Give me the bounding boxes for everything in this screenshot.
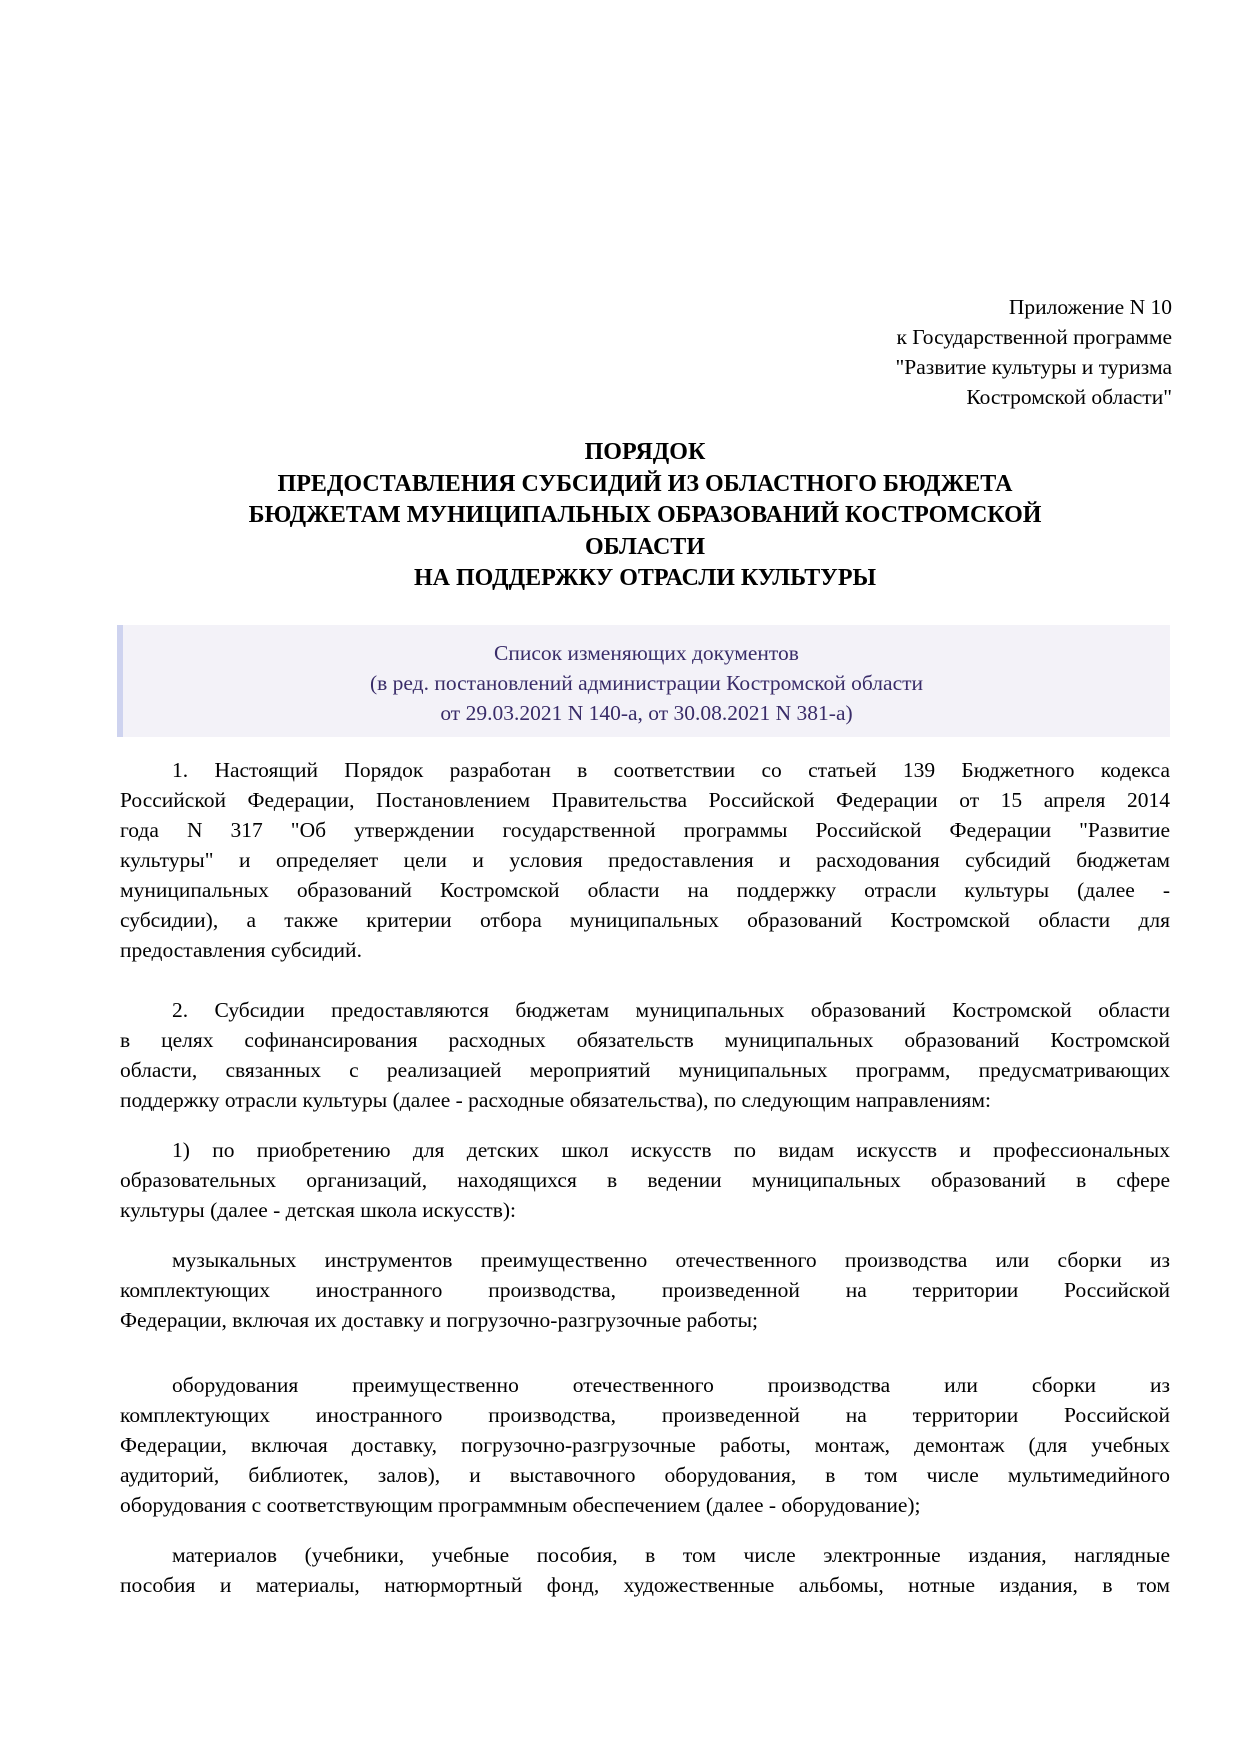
text-line: Российской Федерации, Постановлением Правительства Российской Федерации от 15 апреля 2014 xyxy=(120,788,1170,812)
text-line: комплектующих иностранного производства, произведенной на территории Российской xyxy=(120,1403,1170,1427)
document-title xyxy=(120,437,1170,595)
text-line: Федерации, включая их доставку и погрузочно-разгрузочные работы; xyxy=(120,1308,759,1332)
title-line: НА ПОДДЕРЖКУ ОТРАСЛИ КУЛЬТУРЫ xyxy=(413,565,877,591)
title-line: ПОРЯДОК xyxy=(584,439,706,465)
revision-list-box xyxy=(117,625,1170,737)
text-line: оборудования с соответствующим программным обеспечением (далее - оборудование); xyxy=(120,1493,921,1517)
text-line: образовательных организаций, находящихся в ведении муниципальных образований в сфере xyxy=(120,1168,1170,1192)
appendix-header xyxy=(895,292,1172,412)
text-line: предоставления субсидий. xyxy=(120,938,362,962)
text-line: 1) по приобретению для детских школ искусств по видам искусств и профессиональных xyxy=(172,1138,1170,1162)
text-line: оборудования преимущественно отечественного производства или сборки из xyxy=(172,1373,1170,1397)
revision-line: от 29.03.2021 N 140-а, от 30.08.2021 N 381-а) xyxy=(440,701,853,725)
revision-heading: Список изменяющих документов xyxy=(494,641,799,665)
paragraph-2 xyxy=(120,995,1170,1115)
text-line: аудиторий, библиотек, залов), и выставочного оборудования, в том числе мультимедийного xyxy=(120,1463,1170,1487)
text-line: поддержку отрасли культуры (далее - расходные обязательства), по следующим направлениям: xyxy=(120,1088,991,1112)
text-line: музыкальных инструментов преимущественно отечественного производства или сборки из xyxy=(172,1248,1170,1272)
text-line: года N 317 "Об утверждении государственной программы Российской Федерации "Развитие xyxy=(120,818,1170,842)
appendix-line: к Государственной программе xyxy=(896,325,1172,349)
text-line: Федерации, включая доставку, погрузочно-разгрузочные работы, монтаж, демонтаж (для учебных xyxy=(120,1433,1170,1457)
text-line: культуры" и определяет цели и условия предоставления и расходования субсидий бюджетам xyxy=(120,848,1170,872)
title-line: ПРЕДОСТАВЛЕНИЯ СУБСИДИЙ ИЗ ОБЛАСТНОГО БЮДЖЕТА xyxy=(277,470,1013,497)
revision-line: (в ред. постановлений администрации Костромской области xyxy=(369,671,924,695)
appendix-line: Приложение N 10 xyxy=(1008,295,1172,319)
text-line: области, связанных с реализацией мероприятий муниципальных программ, предусматривающих xyxy=(120,1058,1170,1082)
text-line: субсидии), а также критерии отбора муниципальных образований Костромской области для xyxy=(120,908,1170,932)
paragraph-6 xyxy=(120,1540,1170,1600)
title-line: ОБЛАСТИ xyxy=(585,533,705,560)
appendix-line: "Развитие культуры и туризма xyxy=(895,355,1172,379)
text-line: материалов (учебники, учебные пособия, в том числе электронные издания, наглядные xyxy=(172,1543,1170,1567)
text-line: 1. Настоящий Порядок разработан в соответствии со статьей 139 Бюджетного кодекса xyxy=(172,758,1170,782)
text-line: муниципальных образований Костромской области на поддержку отрасли культуры (далее - xyxy=(120,878,1170,902)
text-line: комплектующих иностранного производства, произведенной на территории Российской xyxy=(120,1278,1170,1302)
paragraph-5 xyxy=(120,1370,1170,1520)
text-line: пособия и материалы, натюрмортный фонд, художественные альбомы, нотные издания, в том xyxy=(120,1573,1170,1597)
text-line: культуры (далее - детская школа искусств): xyxy=(120,1198,516,1222)
title-line: БЮДЖЕТАМ МУНИЦИПАЛЬНЫХ ОБРАЗОВАНИЙ КОСТРОМСКОЙ xyxy=(248,502,1042,528)
paragraph-4 xyxy=(120,1245,1170,1335)
appendix-line: Костромской области" xyxy=(966,385,1172,409)
text-line: в целях софинансирования расходных обязательств муниципальных образований Костромской xyxy=(120,1028,1170,1052)
paragraph-3 xyxy=(120,1135,1170,1225)
paragraph-1 xyxy=(120,755,1170,965)
text-line: 2. Субсидии предоставляются бюджетам муниципальных образований Костромской области xyxy=(172,998,1170,1022)
